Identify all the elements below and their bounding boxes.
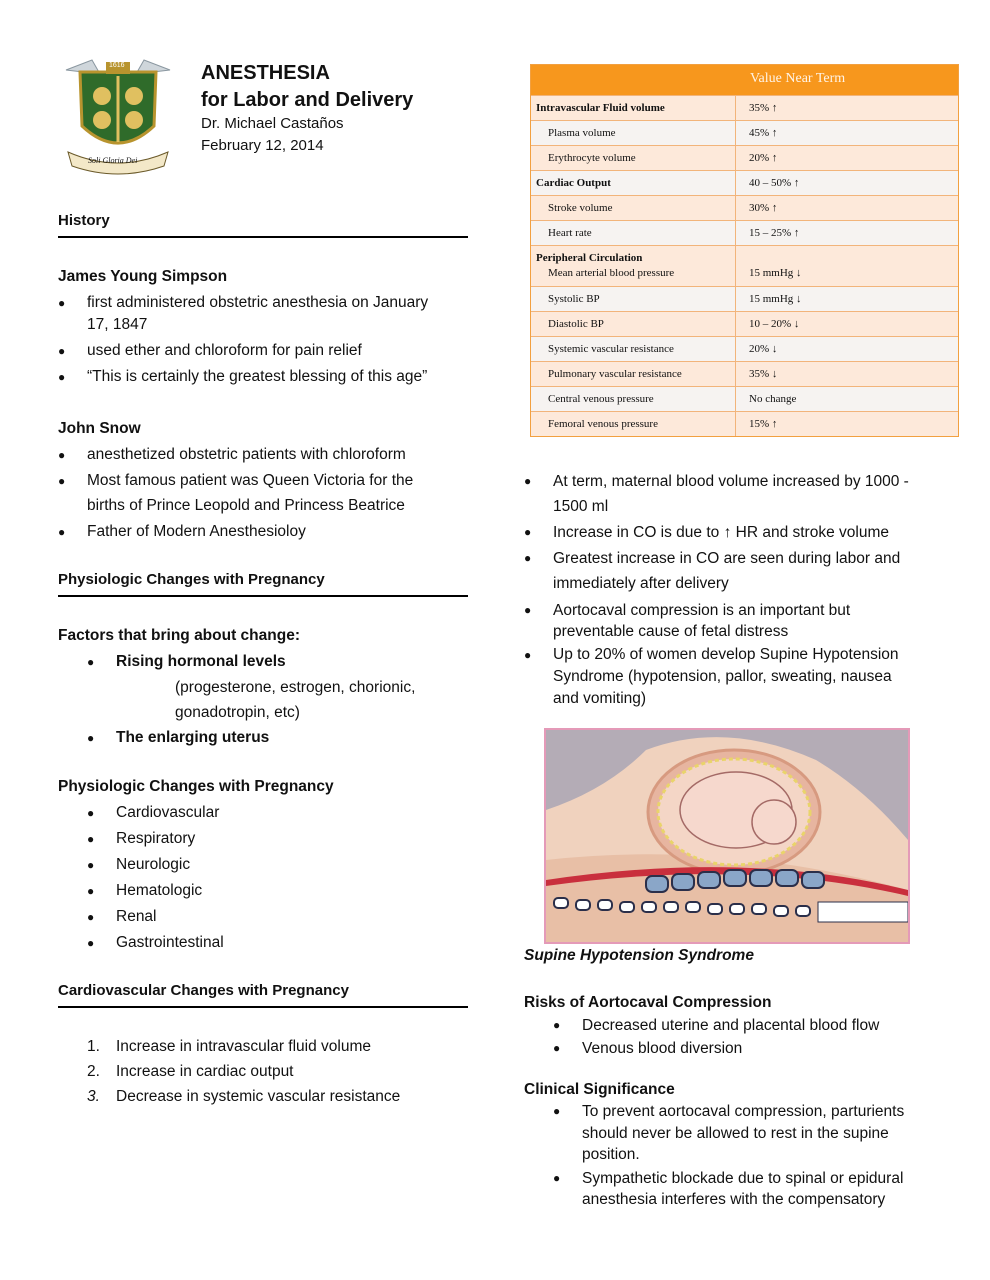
table-cell-value: 35% ↓ [749, 368, 778, 380]
physio-list-block [58, 774, 478, 956]
risks-block [524, 991, 944, 1060]
cardio-list [58, 1034, 478, 1109]
factor-detail: (progesterone, estrogen, chorionic, [175, 679, 416, 696]
table-cell-label: Cardiac Output [536, 177, 611, 189]
table-column-divider [735, 171, 736, 195]
table-cell-value: 45% ↑ [749, 127, 778, 139]
list-item: ● The enlarging uterus [87, 729, 270, 746]
table-cell-label: Erythrocyte volume [548, 152, 636, 164]
table-row [531, 145, 958, 170]
author: Dr. Michael Castaños [201, 115, 344, 132]
value-near-term-table [530, 64, 959, 437]
list-item: ● Neurologic [87, 856, 191, 873]
table-row [531, 95, 958, 120]
table-column-divider [735, 96, 736, 120]
section-rule [58, 595, 468, 597]
table-cell-label: Pulmonary vascular resistance [548, 368, 682, 380]
list-item: ● “This is certainly the greatest blessing of this age” [58, 368, 428, 385]
list-item: ● Greatest increase in CO are seen during labor and immediately after delivery [524, 550, 901, 592]
list-item: ● Aortocaval compression is an important but preventable cause of fetal distress [524, 602, 851, 640]
list-item: ● To prevent aortocaval compression, parturients should never be allowed to rest in the supine position. [553, 1103, 905, 1163]
table-cell-value: 35% ↑ [749, 102, 778, 114]
table-column-divider [735, 337, 736, 361]
table-cell-value: 15 – 25% ↑ [749, 227, 800, 239]
list-item: ● first administered obstetric anesthesia on January [58, 294, 429, 311]
supine-hypotension-illustration [544, 728, 910, 944]
snow-block [58, 416, 478, 545]
list-item: ● Sympathetic blockade due to spinal or epidural anesthesia interferes with the compensatory [553, 1169, 904, 1208]
list-item: ● used ether and chloroform for pain relief [58, 342, 362, 359]
table-cell-label: Intravascular Fluid volume [536, 102, 665, 114]
table-cell-label: Stroke volume [548, 202, 613, 214]
table-row [531, 411, 958, 436]
table-row [531, 361, 958, 386]
list-item: ● Increase in CO is due to ↑ HR and stroke volume [524, 524, 889, 541]
list-item: ● Hematologic [87, 882, 203, 899]
table-cell-value: 15 mmHg ↓ [749, 267, 802, 279]
simpson-heading: James Young Simpson [58, 268, 228, 285]
list-item-cont: 17, 1847 [87, 316, 148, 333]
list-item: ● Renal [87, 908, 157, 925]
physio-list-heading: Physiologic Changes with Pregnancy [58, 778, 334, 795]
list-item: ● Cardiovascular [87, 804, 220, 821]
list-item: ● Decreased uterine and placental blood flow [553, 1017, 880, 1034]
date: February 12, 2014 [201, 137, 324, 154]
table-cell-label: Peripheral Circulation [536, 252, 643, 264]
table-cell-label: Systemic vascular resistance [548, 343, 674, 355]
table-cell-label: Heart rate [548, 227, 592, 239]
table-cell-label: Diastolic BP [548, 318, 604, 330]
history-heading: History [58, 212, 110, 229]
table-column-divider [735, 387, 736, 411]
table-column-divider [735, 287, 736, 311]
list-item: ● Rising hormonal levels [87, 653, 286, 670]
table-row [531, 386, 958, 411]
section-rule [58, 236, 468, 238]
numbered-item: 3. Decrease in systemic vascular resistance [87, 1088, 401, 1105]
table-cell-value: 30% ↑ [749, 202, 778, 214]
table-row [531, 311, 958, 336]
clinical-block [524, 1078, 944, 1211]
table-column-divider [735, 146, 736, 170]
table-cell-value: 10 – 20% ↓ [749, 318, 800, 330]
physio-heading: Physiologic Changes with Pregnancy [58, 571, 325, 588]
table-row [531, 120, 958, 145]
doc-title-line1: ANESTHESIA [201, 62, 330, 84]
table-column-divider [735, 312, 736, 336]
table-cell-value: 20% ↑ [749, 152, 778, 164]
table-cell-label: Femoral venous pressure [548, 418, 658, 430]
table-cell-value: 20% ↓ [749, 343, 778, 355]
simpson-block [58, 264, 478, 390]
risks-heading: Risks of Aortocaval Compression [524, 994, 772, 1011]
list-item: ● Most famous patient was Queen Victoria for the [58, 472, 414, 489]
table-row [531, 170, 958, 195]
cardio-facts-list [524, 469, 944, 710]
table-row [531, 336, 958, 361]
table-cell-value: No change [749, 393, 797, 405]
table-cell-label: Central venous pressure [548, 393, 654, 405]
numbered-item: 2. Increase in cardiac output [87, 1063, 294, 1080]
table-row [531, 245, 958, 286]
list-item: ● anesthetized obstetric patients with chloroform [58, 446, 406, 463]
clinical-heading: Clinical Significance [524, 1081, 675, 1098]
factors-heading: Factors that bring about change: [58, 627, 300, 644]
table-row [531, 286, 958, 311]
factor-detail: gonadotropin, etc) [175, 704, 300, 721]
school-seal [62, 56, 174, 176]
seal-motto: Soli Gloria Dei [88, 156, 138, 165]
table-column-divider [735, 362, 736, 386]
list-item-cont: births of Prince Leopold and Princess Beatrice [87, 497, 405, 514]
table-column-divider [735, 221, 736, 245]
cardio-heading: Cardiovascular Changes with Pregnancy [58, 982, 349, 999]
list-item: ● Up to 20% of women develop Supine Hypotension Syndrome (hypotension, pallor, sweating, nausea and vomiting) [524, 646, 899, 707]
list-item: ● At term, maternal blood volume increased by 1000 - 1500 ml [524, 473, 909, 515]
table-column-divider [735, 412, 736, 436]
table-header: Value Near Term [531, 65, 958, 95]
table-cell-label: Systolic BP [548, 293, 600, 305]
list-item: ● Gastrointestinal [87, 934, 224, 951]
snow-heading: John Snow [58, 420, 141, 437]
table-column-divider [735, 246, 736, 286]
table-column-divider [735, 121, 736, 145]
seal-year: 1616 [109, 62, 125, 69]
list-item: ● Father of Modern Anesthesioloy [58, 523, 306, 540]
figure-caption: Supine Hypotension Syndrome [524, 947, 754, 964]
list-item: ● Venous blood diversion [553, 1040, 743, 1057]
table-cell-value: 15 mmHg ↓ [749, 293, 802, 305]
doc-title-line2: for Labor and Delivery [201, 89, 414, 111]
table-cell-value: 40 – 50% ↑ [749, 177, 800, 189]
factors-block [58, 623, 478, 751]
numbered-item: 1. Increase in intravascular fluid volume [87, 1038, 372, 1055]
table-row [531, 195, 958, 220]
table-cell-label: Plasma volume [548, 127, 616, 139]
table-cell-value: 15% ↑ [749, 418, 778, 430]
table-column-divider [735, 196, 736, 220]
table-row [531, 220, 958, 245]
section-rule [58, 1006, 468, 1008]
list-item: ● Respiratory [87, 830, 196, 847]
table-cell-sublabel: Mean arterial blood pressure [548, 267, 675, 279]
